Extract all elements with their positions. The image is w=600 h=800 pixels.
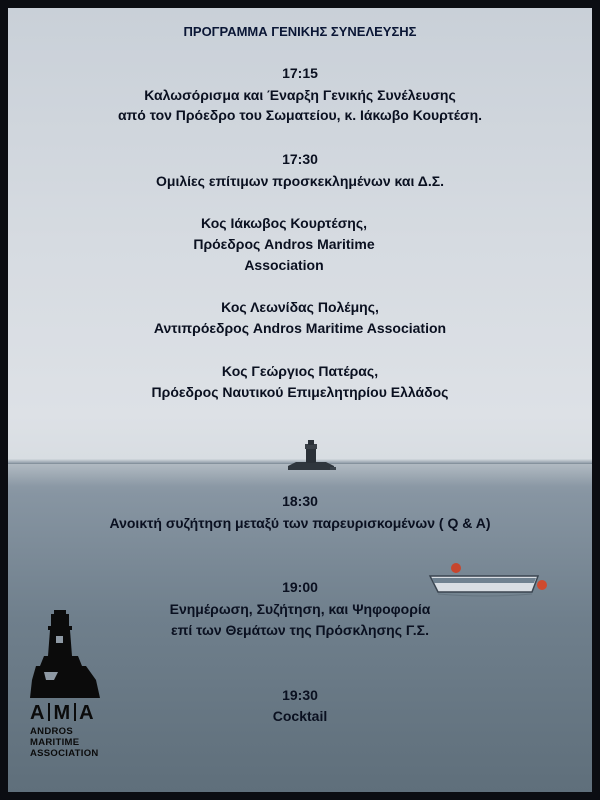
time-1930: 19:30	[282, 687, 318, 703]
program-title: ΠΡΟΓΡΑΜΜΑ ΓΕΝΙΚΗΣ ΣΥΝΕΛΕΥΣΗΣ	[183, 24, 417, 39]
item-1830-line-1: Ανοικτή συζήτηση μεταξύ των παρευρισκομένων ( Q & A)	[109, 515, 491, 531]
org-line-1: ANDROS	[30, 726, 73, 737]
time-1830: 18:30	[282, 493, 318, 509]
logo-letter-m: M	[53, 702, 72, 724]
speaker-3-role: Πρόεδρος Ναυτικού Επιμελητηρίου Ελλάδος	[151, 384, 449, 400]
logo-letter-a1: A	[30, 702, 46, 724]
logo-divider-1	[48, 703, 50, 721]
logo-letter-a2: A	[79, 702, 95, 724]
item-1715-line-2: από τον Πρόεδρο του Σωματείου, κ. Ιάκωβο Κουρτέση.	[117, 107, 483, 123]
org-line-3: ASSOCIATION	[30, 748, 99, 759]
ama-logo-text	[30, 702, 95, 725]
time-1900: 19:00	[282, 579, 318, 595]
speaker-1-role-line-2: Association	[244, 257, 324, 273]
speaker-1-role-line-1: Πρόεδρος Andros Maritime	[193, 236, 375, 252]
item-1730-line-1: Ομιλίες επίτιμων προσκεκλημένων και Δ.Σ.	[155, 173, 445, 189]
speaker-1-name: Κος Ιάκωβος Κουρτέσης,	[200, 215, 368, 231]
organization-name	[30, 726, 99, 759]
lighthouse-image	[286, 440, 336, 470]
lighthouse-logo-icon	[30, 610, 102, 700]
item-1930-line-1: Cocktail	[272, 708, 328, 724]
speaker-2-name: Κος Λεωνίδας Πολέμης,	[221, 299, 379, 315]
speaker-2-role: Αντιπρόεδρος Andros Maritime Association	[153, 320, 447, 336]
time-1730: 17:30	[282, 151, 318, 167]
item-1715-line-1: Καλωσόρισμα και Έναρξη Γενικής Συνέλευσης	[144, 87, 456, 103]
org-line-2: MARITIME	[30, 737, 80, 748]
item-1900-line-2: επί των Θεμάτων της Πρόσκλησης Γ.Σ.	[171, 622, 429, 638]
logo-divider-2	[74, 703, 76, 721]
sea-background	[8, 8, 592, 792]
item-1900-line-1: Ενημέρωση, Συζήτηση, και Ψηφοφορία	[169, 601, 431, 617]
time-1715: 17:15	[282, 65, 318, 81]
speaker-3-name: Κος Γεώργιος Πατέρας,	[221, 363, 379, 379]
